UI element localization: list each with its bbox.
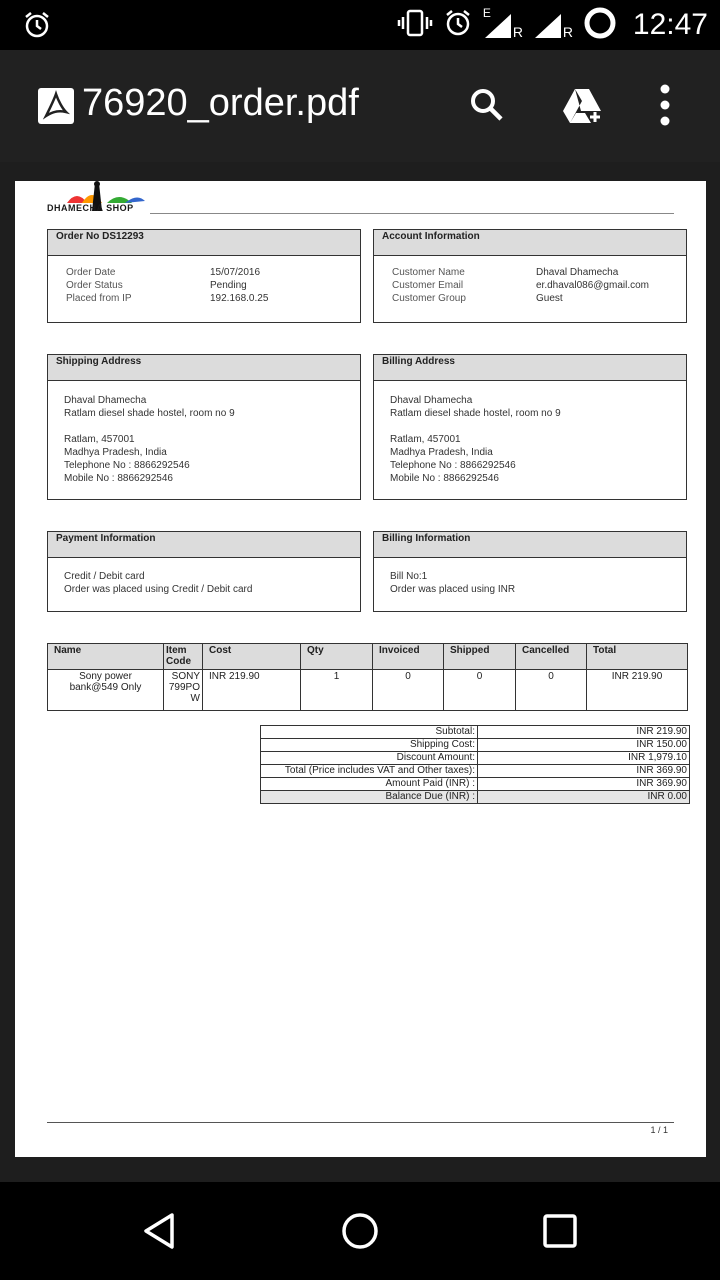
item-shipped-cell: 0 xyxy=(444,670,516,711)
network-type-label: E xyxy=(482,6,491,20)
header-divider xyxy=(150,213,674,214)
account-info-box xyxy=(373,229,687,323)
shipping-city: Ratlam, 457001 xyxy=(64,434,135,445)
shipping-name: Dhaval Dhamecha xyxy=(64,395,147,406)
order-status-label: Order Status xyxy=(66,280,123,291)
grand-total-value: INR 369.90 xyxy=(478,765,690,778)
roaming-label: R xyxy=(512,24,524,40)
totals-row xyxy=(261,739,690,752)
app-bar xyxy=(0,50,720,162)
back-button[interactable] xyxy=(135,1206,185,1256)
billing-street: Ratlam diesel shade hostel, room no 9 xyxy=(390,408,561,419)
grand-total-label: Total (Price includes VAT and Other taxes): xyxy=(261,765,478,778)
add-to-drive-button[interactable] xyxy=(558,80,608,130)
roaming-label: R xyxy=(562,24,574,40)
shipping-address-heading: Shipping Address xyxy=(48,355,360,381)
placed-ip-row xyxy=(66,292,348,305)
item-cost-cell: INR 219.90 xyxy=(203,670,301,711)
order-items-table xyxy=(47,643,688,711)
pdf-viewer[interactable] xyxy=(0,162,720,1182)
recents-button[interactable] xyxy=(535,1206,585,1256)
table-row xyxy=(48,670,688,711)
shipping-cost-label: Shipping Cost: xyxy=(261,739,478,752)
vibrate-icon xyxy=(397,8,433,43)
billing-info-heading: Billing Information xyxy=(374,532,686,558)
amount-paid-value: INR 369.90 xyxy=(478,778,690,791)
column-header: Cost xyxy=(203,644,301,670)
payment-note: Order was placed using Credit / Debit card xyxy=(64,584,253,595)
bill-number: Bill No:1 xyxy=(390,571,428,582)
customer-name-row xyxy=(392,266,674,279)
column-header: Name xyxy=(48,644,164,670)
pdf-icon xyxy=(38,88,74,124)
item-invoiced-cell: 0 xyxy=(373,670,444,711)
totals-row xyxy=(261,752,690,765)
order-date-row xyxy=(66,266,348,279)
payment-method: Credit / Debit card xyxy=(64,571,145,582)
order-status-value: Pending xyxy=(210,280,247,291)
billing-currency-note: Order was placed using INR xyxy=(390,584,516,595)
order-number-heading: Order No DS12293 xyxy=(48,230,360,256)
back-icon xyxy=(140,1211,180,1251)
clock: 12:47 xyxy=(632,8,708,41)
balance-due-value: INR 0.00 xyxy=(478,791,690,804)
table-header-row xyxy=(48,644,688,670)
column-header: Item Code xyxy=(164,644,203,670)
navigation-bar xyxy=(0,1182,720,1280)
document-title: 76920_order.pdf xyxy=(82,82,359,124)
shipping-street: Ratlam diesel shade hostel, room no 9 xyxy=(64,408,235,419)
billing-info-box xyxy=(373,531,687,612)
shipping-address-box xyxy=(47,354,361,500)
column-header: Qty xyxy=(301,644,373,670)
home-icon xyxy=(340,1211,380,1251)
alarm-icon xyxy=(443,8,473,43)
order-totals-table xyxy=(260,725,690,804)
item-name-cell: Sony power bank@549 Only xyxy=(48,670,164,711)
item-cancelled-cell: 0 xyxy=(516,670,587,711)
item-total-cell: INR 219.90 xyxy=(587,670,688,711)
logo-text: DHAMECHA SHOP xyxy=(47,203,134,213)
search-icon xyxy=(467,85,507,125)
footer-divider xyxy=(47,1122,674,1123)
order-info-box xyxy=(47,229,361,323)
customer-name-label: Customer Name xyxy=(392,267,465,278)
column-header: Invoiced xyxy=(373,644,444,670)
order-date-label: Order Date xyxy=(66,267,116,278)
signal-icon xyxy=(533,10,573,40)
order-status-row xyxy=(66,279,348,292)
item-qty-cell: 1 xyxy=(301,670,373,711)
billing-state: Madhya Pradesh, India xyxy=(390,447,493,458)
subtotal-value: INR 219.90 xyxy=(478,726,690,739)
customer-group-row xyxy=(392,292,674,305)
shipping-telephone: Telephone No : 8866292546 xyxy=(64,460,190,471)
discount-label: Discount Amount: xyxy=(261,752,478,765)
payment-info-box xyxy=(47,531,361,612)
billing-address-box xyxy=(373,354,687,500)
pdf-page xyxy=(15,181,706,1157)
payment-info-heading: Payment Information xyxy=(48,532,360,558)
totals-row xyxy=(261,791,690,804)
shipping-cost-value: INR 150.00 xyxy=(478,739,690,752)
search-button[interactable] xyxy=(462,80,512,130)
column-header: Cancelled xyxy=(516,644,587,670)
more-options-button[interactable] xyxy=(640,80,690,130)
billing-telephone: Telephone No : 8866292546 xyxy=(390,460,516,471)
discount-value: INR 1,979.10 xyxy=(478,752,690,765)
column-header: Total xyxy=(587,644,688,670)
customer-email-row xyxy=(392,279,674,292)
page-number: 1 / 1 xyxy=(650,1125,668,1135)
billing-city: Ratlam, 457001 xyxy=(390,434,461,445)
billing-address-heading: Billing Address xyxy=(374,355,686,381)
order-date-value: 15/07/2016 xyxy=(210,267,261,278)
customer-group-label: Customer Group xyxy=(392,293,466,304)
billing-mobile: Mobile No : 8866292546 xyxy=(390,473,499,484)
customer-name-value: Dhaval Dhamecha xyxy=(536,267,619,278)
item-code-cell: SONY 799PO W xyxy=(164,670,203,711)
account-info-heading: Account Information xyxy=(374,230,686,256)
battery-icon xyxy=(583,6,617,45)
customer-email-label: Customer Email xyxy=(392,280,464,291)
column-header: Shipped xyxy=(444,644,516,670)
drive-add-icon xyxy=(561,85,605,125)
balance-due-label: Balance Due (INR) : xyxy=(261,791,478,804)
billing-name: Dhaval Dhamecha xyxy=(390,395,473,406)
shipping-mobile: Mobile No : 8866292546 xyxy=(64,473,173,484)
recents-icon xyxy=(540,1211,580,1251)
placed-ip-value: 192.168.0.25 xyxy=(210,293,269,304)
placed-ip-label: Placed from IP xyxy=(66,293,132,304)
more-vert-icon xyxy=(659,83,671,127)
totals-row xyxy=(261,778,690,791)
subtotal-label: Subtotal: xyxy=(261,726,478,739)
amount-paid-label: Amount Paid (INR) : xyxy=(261,778,478,791)
totals-row xyxy=(261,765,690,778)
totals-row xyxy=(261,726,690,739)
customer-group-value: Guest xyxy=(536,293,563,304)
status-bar xyxy=(0,0,720,50)
signal-icon xyxy=(482,6,524,40)
alarm-icon xyxy=(22,10,52,45)
home-button[interactable] xyxy=(335,1206,385,1256)
shipping-state: Madhya Pradesh, India xyxy=(64,447,167,458)
customer-email-value: er.dhaval086@gmail.com xyxy=(536,280,649,291)
